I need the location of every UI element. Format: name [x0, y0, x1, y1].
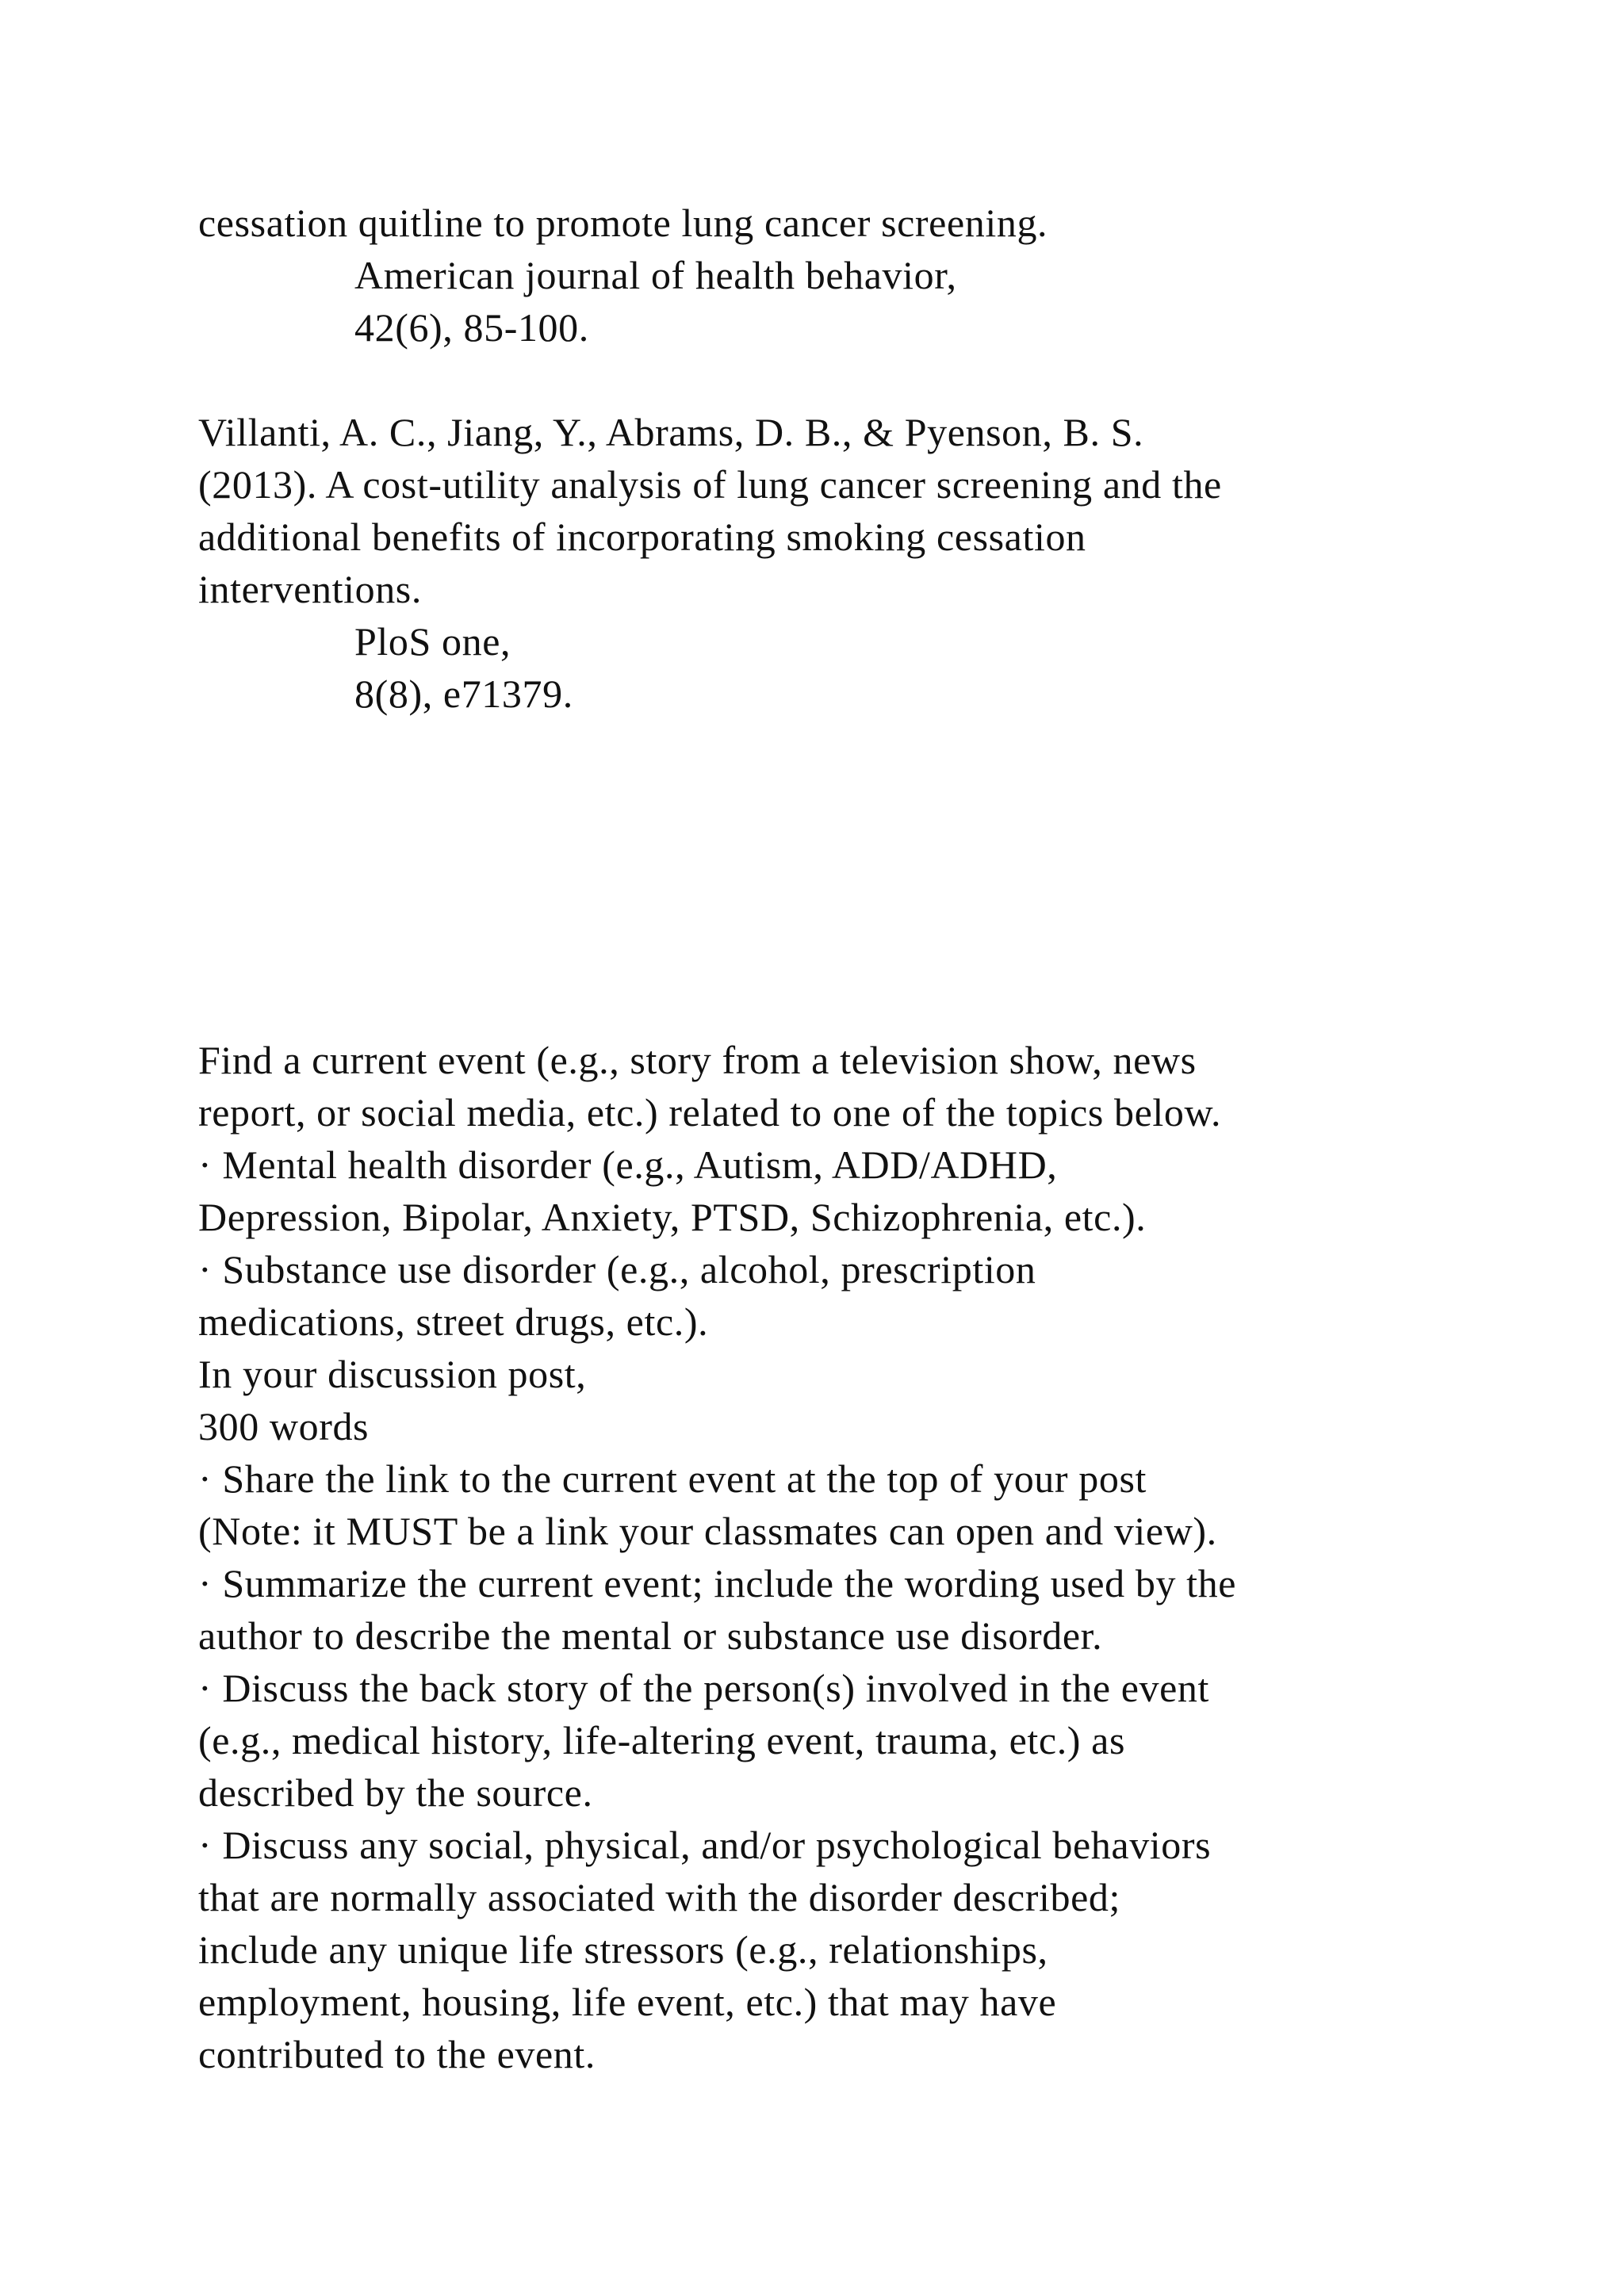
topic-mental-health-line-2: Depression, Bipolar, Anxiety, PTSD, Schizophrenia, etc.).	[198, 1195, 1147, 1239]
item-behaviors-line-1: · Discuss any social, physical, and/or psychological behaviors	[198, 1823, 1212, 1867]
item-behaviors-line-5: contributed to the event.	[198, 2032, 596, 2076]
reference-1-line-1: cessation quitline to promote lung cancer screening.	[198, 201, 1048, 245]
topic-mental-health-line-1: · Mental health disorder (e.g., Autism, ADD/ADHD,	[198, 1142, 1058, 1187]
reference-1-journal: American journal of health behavior,	[354, 253, 957, 297]
reference-2-line-2: (2013). A cost-utility analysis of lung cancer screening and the	[198, 462, 1222, 507]
reference-2-line-4: interventions.	[198, 567, 422, 611]
item-summarize-line-2: author to describe the mental or substance use disorder.	[198, 1613, 1103, 1658]
item-back-story-line-3: described by the source.	[198, 1770, 593, 1815]
item-share-link-line-2: (Note: it MUST be a link your classmates can open and view).	[198, 1509, 1217, 1553]
item-behaviors-line-2: that are normally associated with the disorder described;	[198, 1875, 1120, 1919]
reference-2-journal: PloS one,	[354, 619, 511, 664]
reference-2-line-3: additional benefits of incorporating smoking cessation	[198, 515, 1086, 559]
topic-substance-use-line-2: medications, street drugs, etc.).	[198, 1299, 709, 1344]
assignment-intro-line-1: Find a current event (e.g., story from a television show, news	[198, 1038, 1197, 1082]
item-summarize-line-1: · Summarize the current event; include the wording used by the	[198, 1561, 1237, 1605]
item-back-story-line-2: (e.g., medical history, life-altering event, trauma, etc.) as	[198, 1718, 1125, 1762]
item-back-story-line-1: · Discuss the back story of the person(s) involved in the event	[198, 1666, 1210, 1710]
reference-2-volume-pages: 8(8), e71379.	[354, 672, 573, 716]
word-count: 300 words	[198, 1404, 370, 1448]
post-intro: In your discussion post,	[198, 1352, 587, 1396]
item-behaviors-line-3: include any unique life stressors (e.g., relationships,	[198, 1927, 1048, 1972]
item-share-link-line-1: · Share the link to the current event at the top of your post	[198, 1456, 1147, 1501]
assignment-intro-line-2: report, or social media, etc.) related to one of the topics below.	[198, 1090, 1222, 1135]
reference-2-line-1: Villanti, A. C., Jiang, Y., Abrams, D. B., & Pyenson, B. S.	[198, 410, 1144, 454]
topic-substance-use-line-1: · Substance use disorder (e.g., alcohol, prescription	[198, 1247, 1036, 1292]
reference-1-volume-pages: 42(6), 85-100.	[354, 305, 589, 350]
item-behaviors-line-4: employment, housing, life event, etc.) that may have	[198, 1980, 1057, 2024]
